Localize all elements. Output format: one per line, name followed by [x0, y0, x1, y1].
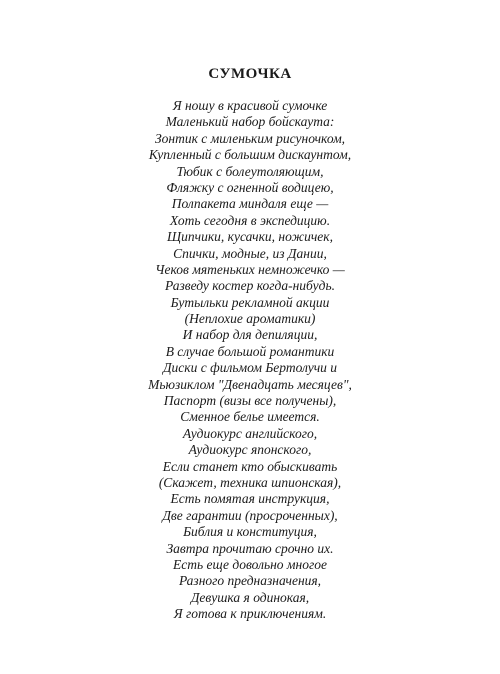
poem-line: Есть еще довольно многое: [173, 556, 327, 572]
poem-line: Разного предназначения,: [178, 573, 322, 589]
poem-line: Если станет кто обыскивать: [162, 458, 338, 474]
poem-line: Щипчики, кусачки, ножичек,: [167, 229, 333, 245]
poem-line: (Скажет, техника шпионская),: [158, 474, 342, 490]
poem-line: Аудиокурс японского,: [188, 442, 312, 458]
poem-line: Фляжку с огненной водицею,: [166, 179, 334, 195]
poem-line: (Неплохие ароматики): [184, 311, 316, 327]
poem-title: СУМОЧКА: [208, 66, 292, 82]
poem-line: Зонтик с миленьким рисуночком,: [154, 130, 346, 146]
poem-line: Разведу костер когда-нибудь.: [165, 278, 335, 294]
poem-line: Тюбик с болеутоляющим,: [176, 163, 324, 179]
poem-line: Мьюзиклом "Двенадцать месяцев",: [148, 376, 352, 392]
poem-line: Сменное белье имеется.: [180, 409, 320, 425]
poem-line: Полпакета миндаля еще —: [171, 196, 329, 212]
poem-line: Спички, модные, из Дании,: [173, 245, 327, 261]
poem-line: Я ношу в красивой сумочке: [172, 98, 328, 113]
poem-line: Аудиокурс английского,: [182, 425, 318, 441]
poem-line: Хоть сегодня в экспедицию.: [169, 212, 331, 228]
poem-line: Я готова к приключениям.: [173, 606, 327, 622]
poem-line: Диски с фильмом Бертолучи и: [162, 360, 338, 376]
poem-line: Девушка я одинокая,: [190, 589, 310, 605]
poem-line: Маленький набор бойскаута:: [165, 114, 335, 130]
poem-line: Купленный с большим дискаунтом,: [148, 147, 352, 163]
poem-line: Бутыльки рекламной акции: [170, 294, 330, 310]
poem-line: Чеков мятеньких немножечко —: [155, 261, 345, 277]
poem-line: В случае большой романтики: [165, 343, 335, 359]
poem-line: И набор для депиляции,: [182, 327, 318, 343]
poem-line: Завтра прочитаю срочно их.: [166, 540, 334, 556]
poem-line: Есть помятая инструкция,: [170, 491, 330, 507]
poem-line: Паспорт (визы все получены),: [163, 393, 337, 409]
poem-line: Две гарантии (просроченных),: [162, 507, 338, 523]
poem-body: [0, 98, 500, 623]
poem-line: Библия и конституция,: [183, 524, 317, 540]
